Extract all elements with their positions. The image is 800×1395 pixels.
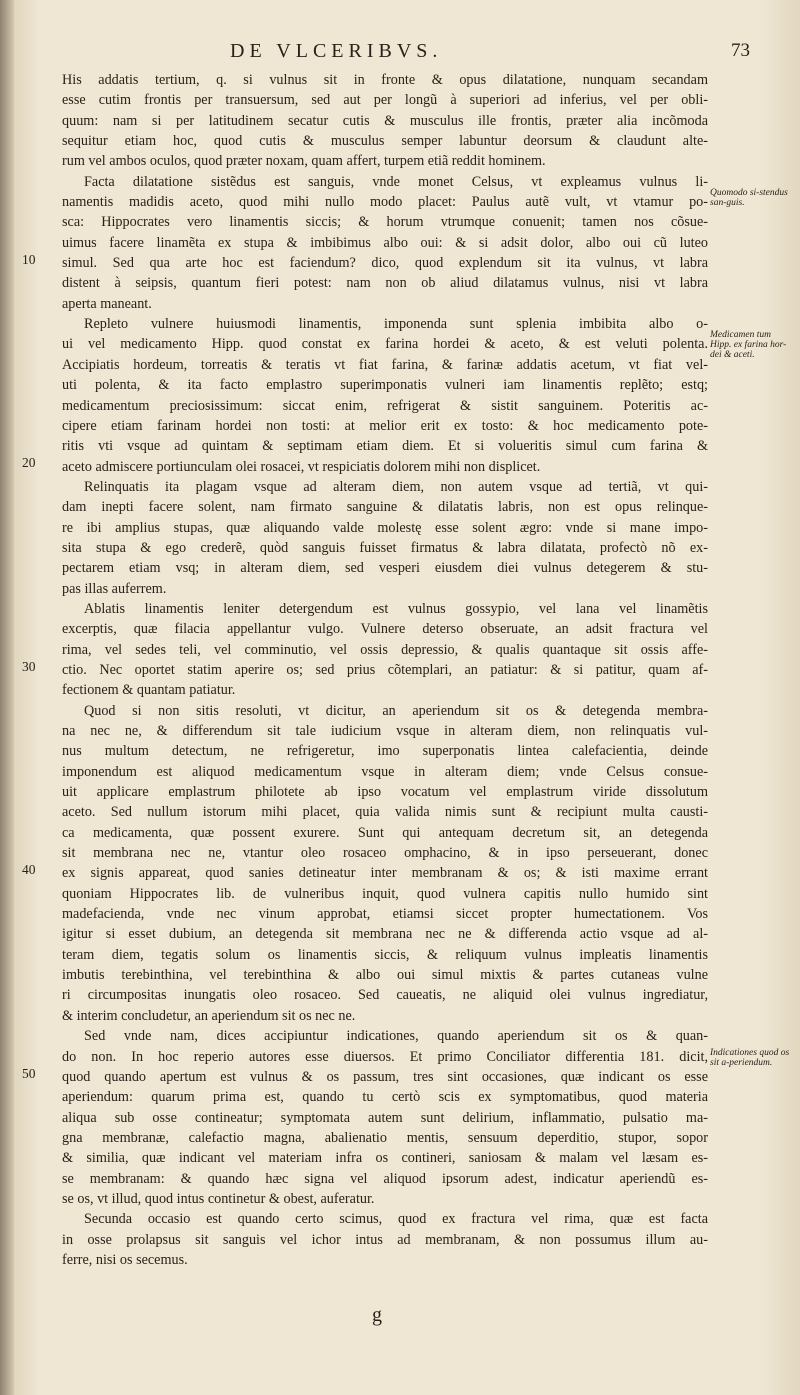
text-line: esse cutim frontis per transuersum, sed aut per longũ à superiori ad inferius, vel per obli- [62, 92, 708, 109]
line-number: 30 [22, 659, 36, 674]
text-line: sit membrana nec ne, vtantur oleo rosaceo omphacino, & in ipso perseuerant, donec [62, 845, 708, 862]
margin-note: Quomodo si-stendus san-guis. [710, 188, 788, 208]
text-line: Facta dilatatione sistẽdus est sanguis, vnde monet Celsus, vt expleamus vulnus li- [84, 173, 708, 190]
text-line: aperiendum: quarum prima est, quando tu certò scis ex symptomatibus, quod materia [62, 1089, 708, 1106]
text-line: nus multum detectum, ne refrigeretur, imo superponatis lintea calefacientia, deinde [62, 743, 708, 760]
text-line: excerptis, quæ filacia appellantur vulgo. Vulnere deterso obseruate, an adsit fractura vel [62, 621, 708, 638]
text-line: Ablatis linamentis leniter detergendum est vulnus gossypio, vel lana vel linamẽtis [84, 600, 708, 617]
text-line: quod quando apertum est vulnus & os passum, tres sint occasiones, quæ indicant os esse [62, 1068, 708, 1085]
text-line: se os, vt illud, quod intus continetur & obest, auferatur. [62, 1190, 375, 1207]
text-line: uti polenta, & ita facto emplastro superimponatis vulneri iam linamentis replẽto; estq; [62, 377, 708, 394]
text-line: ctio. Nec oportet statim aperire os; sed prius cõtemplari, an patiatur: & si patitur, quam af- [62, 661, 708, 678]
text-line: Repleto vulnere huiusmodi linamentis, imponenda sunt splenia imbibita albo o- [84, 316, 708, 333]
text-line: pas illas auferrem. [62, 580, 167, 597]
text-line: namentis madidis aceto, quod mihi nullo modo placet: Paulus autẽ vult, vt vtamur po- [62, 194, 708, 211]
text-line: ex signis appareat, quod sanies detineatur inter membranam & os; & isti maxime errant [62, 865, 708, 882]
text-line: igitur si esset dubium, an detegenda sit membrana nec ne & differenda actio vsque ad al- [62, 926, 708, 943]
text-line: se membranam: & quando hæc signa vel aliquod ipsorum adest, indicatur aperiendũ es- [62, 1170, 708, 1187]
text-line: quoniam Hippocrates lib. de vulneribus inquit, quod vulnera capitis nullo humido sint [62, 885, 708, 902]
text-line: rum vel ambos oculos, quod præter noxam, quam affert, turpem etiã reddit hominem. [62, 153, 546, 170]
text-line: in osse prolapsus sit sanguis vel ichor intus ad membranam, & non possumus illum au- [62, 1231, 708, 1248]
text-line: uit applicare emplastrum philotete ab ipso vocatum vel emplastrum viride dissolutum [62, 784, 708, 801]
running-title: DE VLCERIBVS. [230, 40, 443, 62]
text-line: & similia, quæ indicant vel materiam infra os contineri, saniosam & malam vel læsam es- [62, 1150, 708, 1167]
text-line: re ibi amplius stupas, quæ aliquando valde molestę esse solent ægro: vnde si mane impo- [62, 519, 708, 536]
text-line: fectionem & quantam patiatur. [62, 682, 236, 699]
line-number: 10 [22, 252, 36, 267]
text-line: aceto admiscere portiunculam olei rosacei, vt respiciatis dolorem mihi non displicet. [62, 458, 541, 475]
text-line: aceto. Sed nullum istorum mihi placet, quia valida nimis sunt & recipiunt multa causti- [62, 804, 708, 821]
text-line: pectarem etiam vsq; in alteram diem, sed vesperi eiusdem diei vulnus detegerem & stu- [62, 560, 708, 577]
text-line: cipere etiam farinam hordei non tosti: at melior erit ex tosto: & hoc medicamento pote- [62, 417, 708, 434]
line-number: 40 [22, 862, 36, 877]
text-line: aperta maneant. [62, 295, 152, 312]
signature-mark: g [372, 1304, 382, 1326]
text-line: medicamentum preciosissimum: siccat enim, refrigerat & sistit sanguinem. Poteritis ac- [62, 397, 708, 414]
text-line: ri circumpositas inungatis oleo rosaceo. Sed caueatis, ne aliquid olei vulnus ingrediatur, [62, 987, 708, 1004]
text-line: Quod si non sitis resoluti, vt dicitur, an aperiendum sit os & detegenda membra- [84, 702, 708, 719]
page-number: 73 [731, 40, 750, 61]
text-line: ca medicamenta, quæ possent exurere. Sunt qui antequam decretum sit, an detegenda [62, 824, 708, 841]
text-line: uimus facere linamẽta ex stupa & imbibimus albo oui: & si adsit dolor, albo oui cũ luteo [62, 234, 708, 251]
text-line: aliqua sub osse contineatur; symptomata autem sunt delirium, inflammatio, pulsatio ma- [62, 1109, 708, 1126]
text-line: imponendum est aliquod medicamentum vsque in alteram diem; vnde Celsus consue- [62, 763, 708, 780]
text-line: & interim concludetur, an aperiendum sit os nec ne. [62, 1007, 356, 1024]
text-line: ferre, nisi os secemus. [62, 1251, 188, 1268]
text-line: rima, vel sedes teli, vel comminutio, vel ossis depressio, & qualis quantaque sit ossis affe- [62, 641, 708, 658]
line-number: 50 [22, 1066, 36, 1081]
text-line: ui vel medicamento Hipp. quod constat ex farina hordei & aceto, & est veluti polenta. [62, 336, 708, 353]
text-line: sequitur etiam hoc, quod cutis & musculus semper labuntur deorsum & claudunt alte- [62, 133, 708, 150]
text-line: sita stupa & ego crederẽ, quòd sanguis fuisset firmatus & labra dilatata, profectò nõ ex- [62, 539, 708, 556]
text-line: do non. In hoc reperio autores esse diuersos. Et primo Conciliator differentia 181. dicit, [62, 1048, 708, 1065]
page-header [230, 40, 750, 66]
text-line: simul. Sed qua arte hoc est faciendum? dico, quod explendum sit ita vulnus, vt labra [62, 255, 708, 272]
text-line: gna membranæ, calefactio magna, abalienatio mentis, sensuum deperditio, stupor, sopor [62, 1129, 708, 1146]
text-line: sca: Hippocrates vero linamentis siccis; & horum vtrumque conuenit; tamen nos cõsue- [62, 214, 708, 231]
text-line: Accipiatis hordeum, torreatis & teratis vt fiat farina, & farinæ addatis acetum, vt fiat vel- [62, 356, 708, 373]
text-line: ritis vti vsque ad quintam & septimam etiam diem. Et si volueritis simul cum farina & [62, 438, 708, 455]
text-line: teram diem, tegatis solum os linamentis siccis, & reliquum vulnus impleatis linamentis [62, 946, 708, 963]
text-line: na nec ne, & differendum sit tale iudicium vsque in alteram diem, non relinquatis vul- [62, 723, 708, 739]
text-line: distent à seipsis, quantum fieri potest: nam non ob aliud dilatamus vulnus, nisi vt labra [62, 275, 708, 292]
text-line: Sed vnde nam, dices accipiuntur indicationes, quando aperiendum sit os & quan- [84, 1028, 708, 1045]
text-line: imbutis terebinthina, vel terebinthina & albo oui simul mixtis & partes cutaneas vulne [62, 967, 708, 984]
text-line: Secunda occasio est quando certo scimus, quod ex fractura vel rima, quæ est facta [84, 1211, 708, 1228]
binding-shadow [0, 0, 14, 1395]
body-text [62, 70, 708, 1270]
text-line: madefacienda, vnde nec vinum approbat, etiamsi siccet propter humectationem. Vos [62, 906, 708, 923]
margin-note: Indicationes quod os sit a-periendum. [710, 1048, 790, 1068]
text-line: Relinquatis ita plagam vsque ad alteram diem, non autem vsque ad tertiã, vt qui- [84, 478, 708, 495]
text-line: dam inepti facere solent, nam firmato sanguine & dilatatis labris, non est opus relinque- [62, 499, 708, 516]
text-line: His addatis tertium, q. si vulnus sit in fronte & opus dilatatione, nunquam secandam [62, 72, 708, 88]
line-number: 20 [22, 455, 36, 470]
text-line: quum: nam si per latitudinem secatur cutis & musculus ille frontis, præter alia incõmoda [62, 112, 708, 129]
margin-note: Medicamen tum Hipp. ex farina hor-dei & aceti. [710, 330, 787, 360]
